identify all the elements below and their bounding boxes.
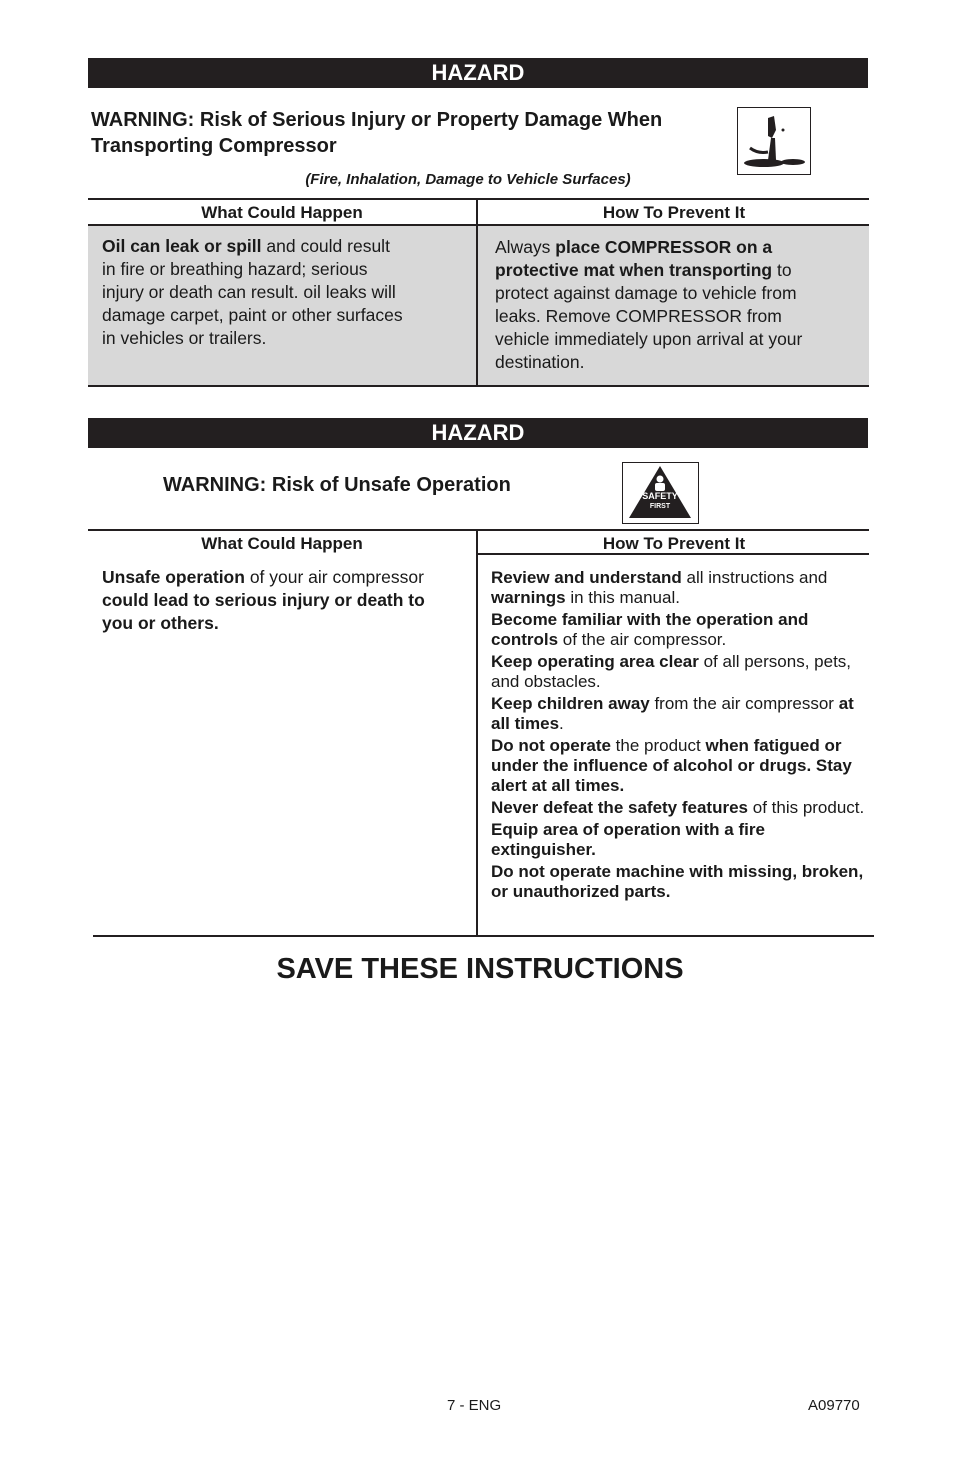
table-divider xyxy=(476,529,478,937)
what-could-happen-text xyxy=(102,235,467,350)
text-line: leaks. Remove COMPRESSOR from xyxy=(495,306,782,326)
text-line: you or others. xyxy=(102,613,219,633)
safety-icon-text: SAFETY xyxy=(642,491,678,501)
prevention-item: Review and understand all instructions and warnings in this manual. xyxy=(491,568,828,607)
page-number: 7 - ENG xyxy=(447,1397,502,1414)
column-header-what: What Could Happen xyxy=(201,534,363,553)
how-to-prevent-text xyxy=(491,568,869,904)
safety-first-icon xyxy=(622,462,699,524)
text-line: Always place COMPRESSOR on a xyxy=(495,237,773,257)
text-line: Unsafe operation of your air compressor xyxy=(102,567,424,587)
column-header-how: How To Prevent It xyxy=(602,534,746,553)
table-rule xyxy=(477,553,869,555)
document-code: A09770 xyxy=(808,1397,860,1414)
table-rule xyxy=(88,385,869,387)
warning-title xyxy=(91,107,731,159)
oil-spill-icon xyxy=(737,107,811,175)
warning-line: WARNING: Risk of Serious Injury or Property Damage When xyxy=(91,109,663,131)
text-line: in vehicles or trailers. xyxy=(102,328,267,348)
hazard-header: HAZARD xyxy=(88,418,868,448)
prevention-item: Equip area of operation with a fire extinguisher. xyxy=(491,820,765,859)
text-line: vehicle immediately upon arrival at your xyxy=(495,329,803,349)
how-to-prevent-text xyxy=(495,236,863,374)
save-instructions-heading: SAVE THESE INSTRUCTIONS xyxy=(276,953,684,985)
column-header-what: What Could Happen xyxy=(201,203,363,222)
what-could-happen-text xyxy=(102,566,467,635)
prevention-item: Keep children away from the air compressor at all times. xyxy=(491,694,854,733)
table-divider xyxy=(476,198,478,386)
text-line: destination. xyxy=(495,352,585,372)
table-rule xyxy=(88,529,869,531)
hazard-header: HAZARD xyxy=(88,58,868,88)
prevention-item: Become familiar with the operation and controls of the air compressor. xyxy=(491,610,809,649)
text-line: injury or death can result. oil leaks will xyxy=(102,282,396,302)
prevention-item: Keep operating area clear of all persons, pets, and obstacles. xyxy=(491,652,852,691)
text-line: Oil can leak or spill and could result xyxy=(102,236,390,256)
prevention-item: Do not operate the product when fatigued or under the influence of alcohol or drugs. Stay alert at all times. xyxy=(491,736,852,795)
column-header-how: How To Prevent It xyxy=(602,203,746,222)
warning-subnote: (Fire, Inhalation, Damage to Vehicle Surfaces) xyxy=(305,171,631,188)
text-line: could lead to serious injury or death to xyxy=(102,590,425,610)
text-line: protective mat when transporting to xyxy=(495,260,792,280)
table-rule xyxy=(88,198,869,200)
text-line: protect against damage to vehicle from xyxy=(495,283,797,303)
text-line: damage carpet, paint or other surfaces xyxy=(102,305,403,325)
table-rule xyxy=(93,935,874,937)
warning-title: WARNING: Risk of Unsafe Operation xyxy=(163,474,511,496)
prevention-item: Do not operate machine with missing, broken, or unauthorized parts. xyxy=(491,862,864,901)
safety-icon-text: FIRST xyxy=(649,503,671,510)
prevention-item: Never defeat the safety features of this product. xyxy=(491,798,865,817)
warning-line: Transporting Compressor xyxy=(91,135,337,157)
text-line: in fire or breathing hazard; serious xyxy=(102,259,368,279)
